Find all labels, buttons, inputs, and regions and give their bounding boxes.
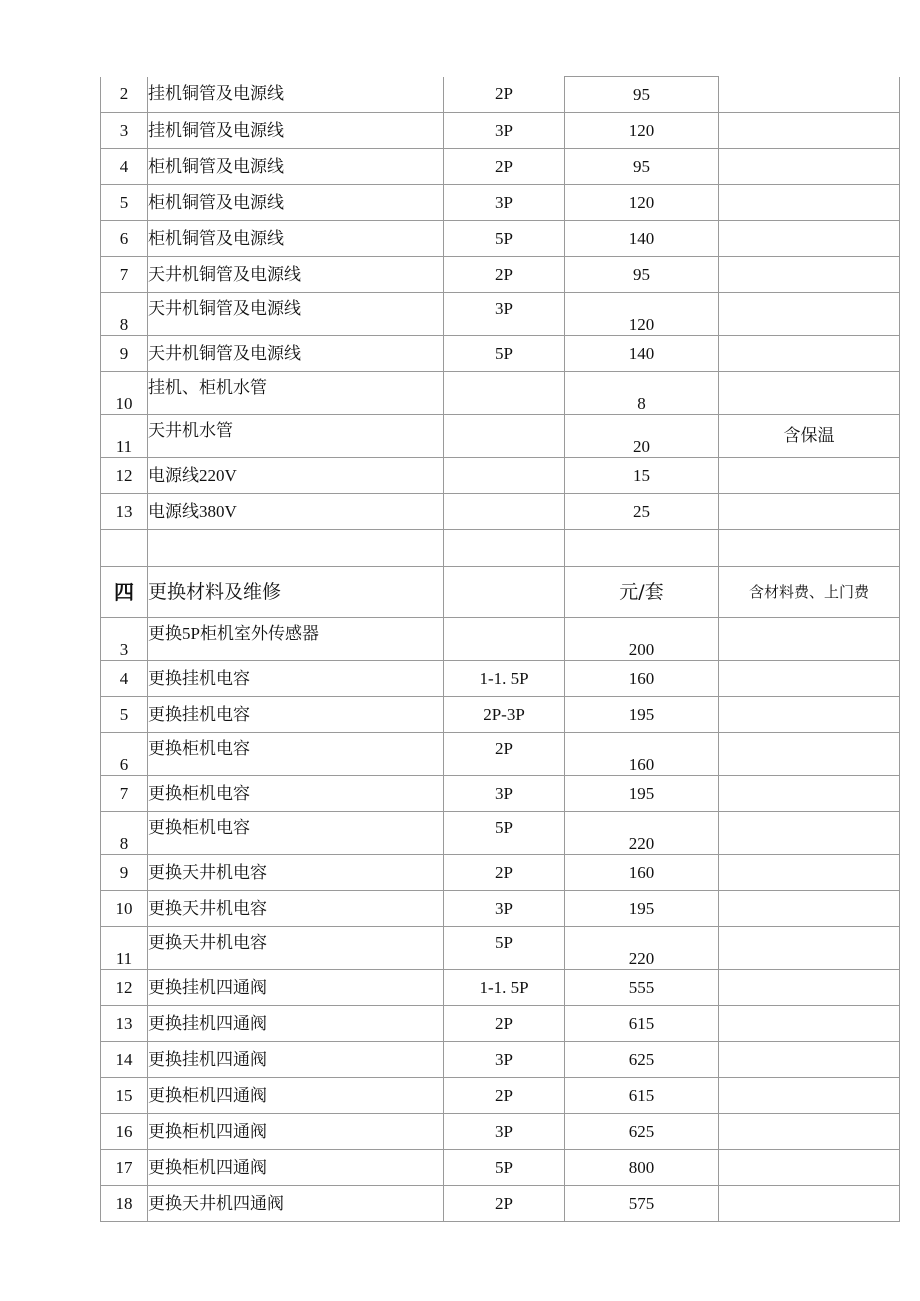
item-name-cell: 电源线220V <box>148 458 444 494</box>
row-number-cell: 12 <box>101 458 148 494</box>
note-cell <box>719 77 900 113</box>
note-cell <box>719 927 900 970</box>
table-row <box>101 1078 900 1114</box>
note-cell <box>719 1006 900 1042</box>
item-name-cell: 电源线380V <box>148 494 444 530</box>
table-row <box>101 1150 900 1186</box>
note-cell <box>719 776 900 812</box>
price-cell: 575 <box>565 1186 719 1222</box>
table-row <box>101 661 900 697</box>
table-row <box>101 293 900 336</box>
table-row <box>101 891 900 927</box>
item-name-cell: 挂机铜管及电源线 <box>148 113 444 149</box>
spec-cell <box>444 530 565 567</box>
spec-cell: 2P <box>444 77 565 113</box>
row-number-cell: 14 <box>101 1042 148 1078</box>
price-cell: 800 <box>565 1150 719 1186</box>
note-cell <box>719 185 900 221</box>
row-number-cell: 5 <box>101 185 148 221</box>
spec-cell: 3P <box>444 293 565 336</box>
price-cell: 220 <box>565 927 719 970</box>
row-number-cell: 12 <box>101 970 148 1006</box>
note-cell <box>719 855 900 891</box>
table-row <box>101 1186 900 1222</box>
price-cell: 95 <box>565 77 719 113</box>
row-number-cell: 13 <box>101 494 148 530</box>
item-name-cell: 更换挂机四通阀 <box>148 1006 444 1042</box>
spec-cell: 2P <box>444 733 565 776</box>
item-name-cell: 天井机水管 <box>148 415 444 458</box>
spec-cell: 5P <box>444 336 565 372</box>
note-cell <box>719 494 900 530</box>
spec-cell: 5P <box>444 221 565 257</box>
table-row <box>101 113 900 149</box>
spec-cell: 3P <box>444 891 565 927</box>
note-cell: 含保温 <box>719 415 900 458</box>
price-cell: 195 <box>565 891 719 927</box>
row-number-cell: 9 <box>101 336 148 372</box>
table-row <box>101 970 900 1006</box>
spec-cell <box>444 372 565 415</box>
note-cell <box>719 1042 900 1078</box>
spec-cell <box>444 494 565 530</box>
item-name-cell: 更换柜机电容 <box>148 776 444 812</box>
spec-cell: 2P <box>444 1186 565 1222</box>
row-number-cell: 8 <box>101 293 148 336</box>
price-cell: 140 <box>565 336 719 372</box>
table-row <box>101 733 900 776</box>
table-row <box>101 77 900 113</box>
table-row <box>101 494 900 530</box>
note-cell <box>719 113 900 149</box>
price-cell: 15 <box>565 458 719 494</box>
spec-cell: 2P <box>444 855 565 891</box>
row-number-cell: 四 <box>101 567 148 618</box>
spec-cell: 3P <box>444 1042 565 1078</box>
price-cell: 625 <box>565 1042 719 1078</box>
price-cell: 160 <box>565 855 719 891</box>
item-name-cell: 更换天井机电容 <box>148 855 444 891</box>
item-name-cell: 更换柜机电容 <box>148 812 444 855</box>
note-cell <box>719 372 900 415</box>
price-cell: 615 <box>565 1078 719 1114</box>
note-cell <box>719 812 900 855</box>
price-cell: 200 <box>565 618 719 661</box>
price-cell: 120 <box>565 293 719 336</box>
row-number-cell: 10 <box>101 891 148 927</box>
price-cell: 615 <box>565 1006 719 1042</box>
item-name-cell: 更换柜机四通阀 <box>148 1150 444 1186</box>
note-cell <box>719 661 900 697</box>
price-cell: 160 <box>565 733 719 776</box>
price-cell <box>565 530 719 567</box>
spec-cell: 5P <box>444 812 565 855</box>
item-name-cell: 更换挂机电容 <box>148 661 444 697</box>
row-number-cell: 10 <box>101 372 148 415</box>
table-row <box>101 372 900 415</box>
item-name-cell: 更换挂机四通阀 <box>148 1042 444 1078</box>
row-number-cell <box>101 530 148 567</box>
row-number-cell: 15 <box>101 1078 148 1114</box>
row-number-cell: 4 <box>101 661 148 697</box>
price-cell: 元/套 <box>565 567 719 618</box>
spec-cell: 5P <box>444 927 565 970</box>
row-number-cell: 4 <box>101 149 148 185</box>
note-cell <box>719 1078 900 1114</box>
price-table <box>100 76 900 1222</box>
table-row <box>101 1114 900 1150</box>
item-name-cell: 天井机铜管及电源线 <box>148 336 444 372</box>
row-number-cell: 3 <box>101 113 148 149</box>
row-number-cell: 11 <box>101 927 148 970</box>
price-cell: 220 <box>565 812 719 855</box>
table-row <box>101 855 900 891</box>
price-cell: 20 <box>565 415 719 458</box>
note-cell <box>719 458 900 494</box>
spec-cell: 3P <box>444 1114 565 1150</box>
row-number-cell: 17 <box>101 1150 148 1186</box>
spec-cell: 2P-3P <box>444 697 565 733</box>
spec-cell: 1-1. 5P <box>444 970 565 1006</box>
spec-cell: 1-1. 5P <box>444 661 565 697</box>
row-number-cell: 3 <box>101 618 148 661</box>
item-name-cell: 更换5P柜机室外传感器 <box>148 618 444 661</box>
price-cell: 25 <box>565 494 719 530</box>
table-row <box>101 415 900 458</box>
spec-cell: 5P <box>444 1150 565 1186</box>
table-row <box>101 697 900 733</box>
item-name-cell: 柜机铜管及电源线 <box>148 149 444 185</box>
row-number-cell: 9 <box>101 855 148 891</box>
table-row <box>101 618 900 661</box>
table-row <box>101 149 900 185</box>
item-name-cell: 天井机铜管及电源线 <box>148 293 444 336</box>
item-name-cell: 柜机铜管及电源线 <box>148 221 444 257</box>
table-row <box>101 458 900 494</box>
price-cell: 120 <box>565 113 719 149</box>
price-table-body <box>101 77 900 1222</box>
item-name-cell: 天井机铜管及电源线 <box>148 257 444 293</box>
price-cell: 195 <box>565 697 719 733</box>
spec-cell: 3P <box>444 185 565 221</box>
note-cell <box>719 530 900 567</box>
spec-cell: 2P <box>444 1006 565 1042</box>
item-name-cell: 更换柜机四通阀 <box>148 1078 444 1114</box>
item-name-cell: 柜机铜管及电源线 <box>148 185 444 221</box>
note-cell <box>719 221 900 257</box>
price-cell: 160 <box>565 661 719 697</box>
note-cell <box>719 697 900 733</box>
note-cell <box>719 891 900 927</box>
table-row <box>101 221 900 257</box>
item-name-cell: 更换材料及维修 <box>148 567 444 618</box>
item-name-cell: 更换天井机电容 <box>148 891 444 927</box>
row-number-cell: 11 <box>101 415 148 458</box>
spec-cell: 2P <box>444 149 565 185</box>
section-header-row <box>101 567 900 618</box>
note-cell <box>719 733 900 776</box>
row-number-cell: 18 <box>101 1186 148 1222</box>
item-name-cell: 挂机铜管及电源线 <box>148 77 444 113</box>
table-row <box>101 336 900 372</box>
note-cell <box>719 336 900 372</box>
item-name-cell: 更换挂机电容 <box>148 697 444 733</box>
price-cell: 140 <box>565 221 719 257</box>
price-cell: 8 <box>565 372 719 415</box>
price-cell: 625 <box>565 1114 719 1150</box>
row-number-cell: 7 <box>101 257 148 293</box>
item-name-cell: 更换柜机四通阀 <box>148 1114 444 1150</box>
table-row <box>101 1006 900 1042</box>
price-cell: 95 <box>565 149 719 185</box>
table-row <box>101 776 900 812</box>
row-number-cell: 2 <box>101 77 148 113</box>
price-cell: 195 <box>565 776 719 812</box>
table-row <box>101 1042 900 1078</box>
note-cell <box>719 293 900 336</box>
spec-cell <box>444 415 565 458</box>
row-number-cell: 8 <box>101 812 148 855</box>
spec-cell: 2P <box>444 257 565 293</box>
table-row <box>101 257 900 293</box>
price-cell: 120 <box>565 185 719 221</box>
row-number-cell: 6 <box>101 733 148 776</box>
spacer-row <box>101 530 900 567</box>
spec-cell: 3P <box>444 113 565 149</box>
note-cell <box>719 257 900 293</box>
item-name-cell: 更换柜机电容 <box>148 733 444 776</box>
row-number-cell: 6 <box>101 221 148 257</box>
item-name-cell: 挂机、柜机水管 <box>148 372 444 415</box>
spec-cell <box>444 618 565 661</box>
table-row <box>101 927 900 970</box>
table-row <box>101 185 900 221</box>
price-cell: 555 <box>565 970 719 1006</box>
spec-cell <box>444 567 565 618</box>
spec-cell: 2P <box>444 1078 565 1114</box>
row-number-cell: 16 <box>101 1114 148 1150</box>
note-cell <box>719 1186 900 1222</box>
price-cell: 95 <box>565 257 719 293</box>
table-row <box>101 812 900 855</box>
note-cell <box>719 618 900 661</box>
note-cell <box>719 1150 900 1186</box>
row-number-cell: 5 <box>101 697 148 733</box>
note-cell <box>719 149 900 185</box>
spec-cell <box>444 458 565 494</box>
item-name-cell <box>148 530 444 567</box>
note-cell <box>719 970 900 1006</box>
item-name-cell: 更换天井机四通阀 <box>148 1186 444 1222</box>
note-cell: 含材料费、上门费 <box>719 567 900 618</box>
spec-cell: 3P <box>444 776 565 812</box>
item-name-cell: 更换天井机电容 <box>148 927 444 970</box>
row-number-cell: 13 <box>101 1006 148 1042</box>
row-number-cell: 7 <box>101 776 148 812</box>
item-name-cell: 更换挂机四通阀 <box>148 970 444 1006</box>
note-cell <box>719 1114 900 1150</box>
